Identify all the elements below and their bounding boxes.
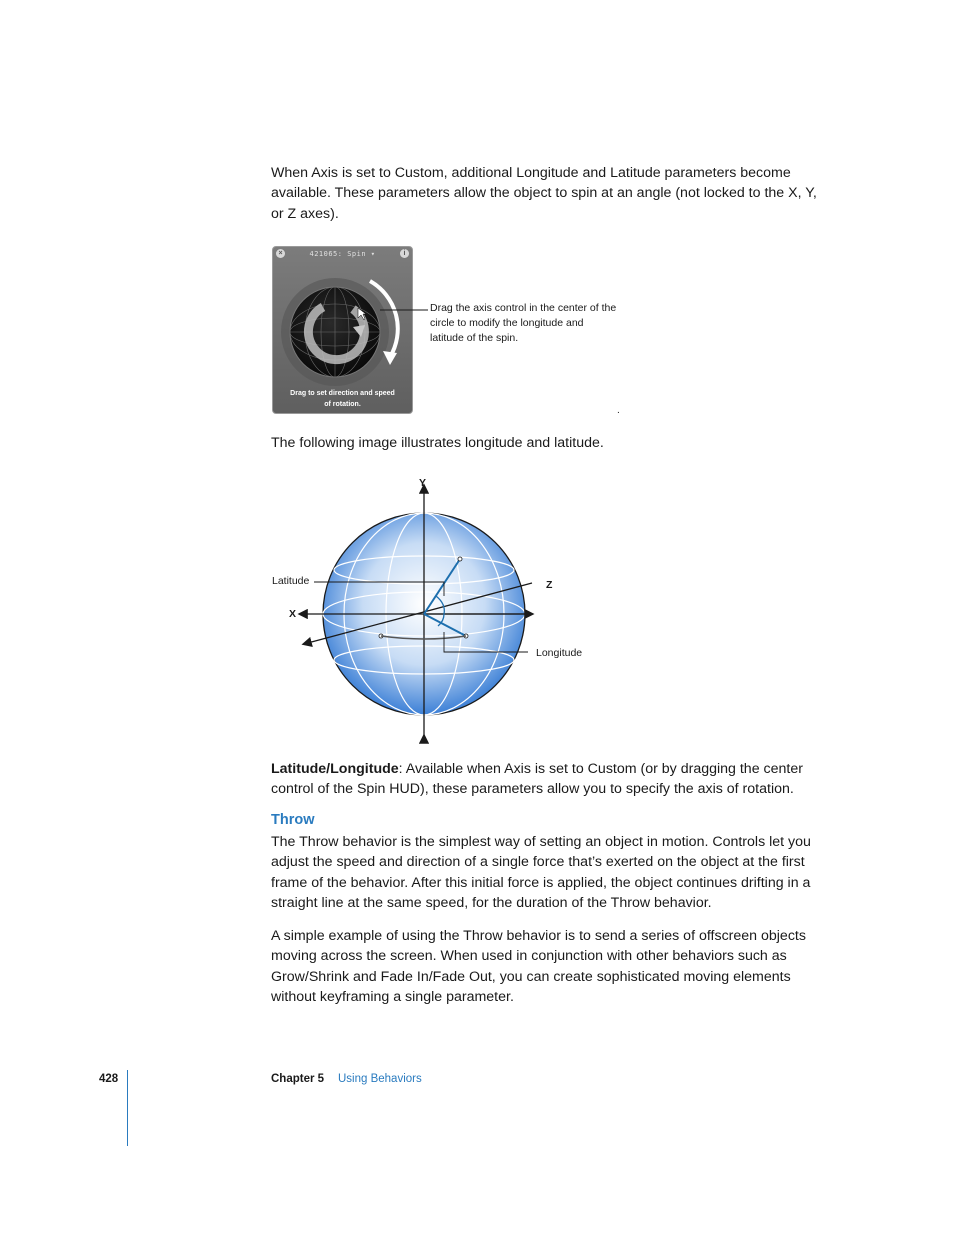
- y-axis-label: Y: [419, 477, 427, 489]
- hud-title: 421065: Spin ▾: [309, 250, 376, 258]
- close-icon: ×: [276, 249, 285, 258]
- info-icon: i: [400, 249, 409, 258]
- chapter-title: Using Behaviors: [338, 1073, 422, 1085]
- hud-caption: [279, 388, 406, 410]
- longitude-latitude-diagram: [270, 470, 600, 750]
- callout-line: [380, 300, 430, 320]
- throw-heading: Throw: [271, 812, 315, 828]
- hud-callout: Drag the axis control in the center of the circle to modify the longitude and latitude of the spin.: [430, 302, 617, 344]
- throw-paragraph-2: A simple example of using the Throw behavior is to send a series of offscreen objects moving across the screen. When used in conjunction with other behaviors such as Grow/Shrink and Fade In/Fade Out, you can create sophisticated moving elements without keyframing a single parameter.: [271, 928, 806, 1006]
- z-axis-label: Z: [546, 579, 553, 591]
- longitude-label: Longitude: [536, 647, 583, 659]
- spin-hud: [272, 246, 413, 414]
- latlong-text: : Available when Axis is set to Custom (or by dragging the center control of the Spin HUD), these parameters allow you to specify the axis of rotation.: [271, 761, 803, 798]
- latlong-term: Latitude/Longitude: [271, 761, 399, 777]
- chapter-label: Chapter 5: [271, 1073, 325, 1085]
- throw-paragraph-1: The Throw behavior is the simplest way of setting an object in motion. Controls let you adjust the speed and direction of a single force that’s exerted on the object at the first frame of the behavior. After this initial force is applied, the object continues drifting in a straight line at the same speed, for the duration of the Throw behavior.: [271, 834, 811, 912]
- trailing-mark: .: [617, 405, 620, 416]
- diagram-intro: The following image illustrates longitude and latitude.: [271, 435, 604, 451]
- hud-caption-line2: of rotation.: [324, 401, 361, 408]
- x-axis-label: X: [289, 608, 297, 620]
- latlong-paragraph: [271, 759, 827, 800]
- page-number: 428: [99, 1073, 119, 1085]
- latitude-label: Latitude: [272, 575, 310, 587]
- hud-caption-line1: Drag to set direction and speed: [290, 390, 395, 397]
- footer-rule: [127, 1070, 128, 1146]
- intro-paragraph: When Axis is set to Custom, additional Longitude and Latitude parameters become available. These parameters allow the object to spin at an angle (not locked to the X, Y, or Z axes).: [271, 165, 817, 222]
